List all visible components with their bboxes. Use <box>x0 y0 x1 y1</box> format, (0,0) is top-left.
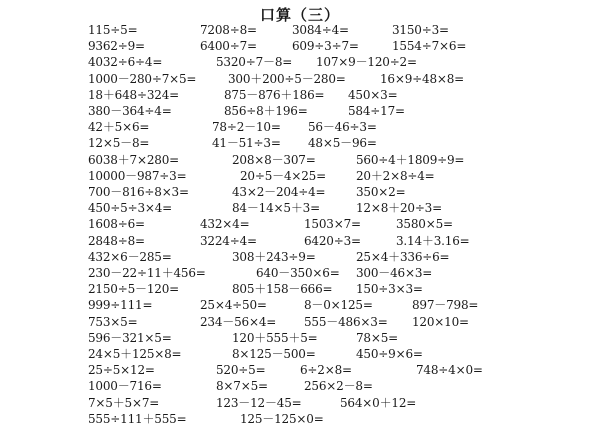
problem-row <box>0 265 600 281</box>
arithmetic-problem: 555÷111＋555= <box>88 411 187 426</box>
arithmetic-problem: 7208÷8= <box>200 23 257 37</box>
arithmetic-problem: 24×5＋125×8= <box>88 347 182 361</box>
arithmetic-problem: 6420÷3= <box>304 233 361 248</box>
arithmetic-problem: 8×7×5= <box>216 379 268 394</box>
arithmetic-problem: 12×8＋20÷3= <box>356 201 442 216</box>
arithmetic-problem: 10000－987÷3= <box>88 168 187 183</box>
arithmetic-problem: 16×9÷48×8= <box>380 71 465 86</box>
arithmetic-problem: 20÷5－4×25= <box>240 168 326 183</box>
arithmetic-problem: 609÷3÷7= <box>292 39 359 54</box>
arithmetic-problem: 120×10= <box>412 314 469 329</box>
arithmetic-problem: 1554÷7×6= <box>392 39 467 54</box>
problem-row <box>0 38 600 54</box>
arithmetic-problem: 56－46÷3= <box>308 120 377 135</box>
arithmetic-problem: 107×9－120÷2= <box>316 55 417 70</box>
arithmetic-problem: 6÷2×8= <box>300 363 352 378</box>
arithmetic-problem: 450×3= <box>348 87 398 102</box>
arithmetic-problem: 432×6－285= <box>88 249 172 264</box>
problem-row <box>0 411 600 427</box>
arithmetic-problem: 450÷9×6= <box>356 347 423 361</box>
arithmetic-problem: 897－798= <box>412 298 479 313</box>
arithmetic-problem: 208×8－307= <box>232 152 316 167</box>
arithmetic-problem: 43×2－204÷4= <box>232 185 326 199</box>
problem-row <box>0 395 600 411</box>
problem-row <box>0 362 600 378</box>
problem-row <box>0 22 600 38</box>
arithmetic-problem: 84－14×5＋3= <box>232 201 320 216</box>
arithmetic-problem: 805＋158－666= <box>232 282 333 297</box>
problem-row <box>0 200 600 216</box>
arithmetic-problem: 48×5－96= <box>308 136 377 151</box>
arithmetic-problem: 856÷8＋196= <box>224 104 308 118</box>
arithmetic-problem: 115÷5= <box>88 23 138 37</box>
arithmetic-problem: 1503×7= <box>304 217 361 232</box>
problem-row <box>0 378 600 394</box>
arithmetic-problem: 125－125×0= <box>240 411 324 426</box>
problem-row <box>0 281 600 297</box>
arithmetic-problem: 308＋243÷9= <box>232 249 316 264</box>
arithmetic-problem: 8×125－500= <box>232 347 316 361</box>
arithmetic-problem: 6038＋7×280= <box>88 152 179 167</box>
arithmetic-problem: 748÷4×0= <box>416 363 483 378</box>
problem-row <box>0 297 600 313</box>
arithmetic-problem: 450÷5÷3×4= <box>88 201 173 216</box>
problem-row <box>0 216 600 232</box>
problem-row <box>0 54 600 70</box>
arithmetic-problem: 432×4= <box>200 217 250 232</box>
arithmetic-problem: 2848÷8= <box>88 233 145 248</box>
problem-row <box>0 233 600 249</box>
arithmetic-problem: 596－321×5= <box>88 330 172 345</box>
problem-row <box>0 184 600 200</box>
arithmetic-problem: 555－486×3= <box>304 314 388 329</box>
arithmetic-problem: 18＋648÷324= <box>88 87 179 102</box>
arithmetic-problem: 640－350×6= <box>256 266 340 280</box>
arithmetic-problem: 1000－716= <box>88 379 162 394</box>
problem-row <box>0 314 600 330</box>
arithmetic-problem: 3224÷4= <box>200 233 257 248</box>
problem-row <box>0 330 600 346</box>
arithmetic-problem: 5320÷7－8= <box>216 55 293 70</box>
arithmetic-problem: 300＋200÷5－280= <box>228 71 346 86</box>
arithmetic-problem: 9362÷9= <box>88 39 145 54</box>
problem-row <box>0 168 600 184</box>
arithmetic-problem: 7×5＋5×7= <box>88 395 160 410</box>
problem-row <box>0 249 600 265</box>
problem-row <box>0 152 600 168</box>
arithmetic-problem: 230－22÷11＋456= <box>88 266 206 280</box>
arithmetic-problem: 25×4＋336÷6= <box>356 249 450 264</box>
arithmetic-problem: 25÷5×12= <box>88 363 155 378</box>
arithmetic-problem: 1000－280÷7×5= <box>88 71 197 86</box>
arithmetic-problem: 6400÷7= <box>200 39 257 54</box>
arithmetic-problem: 3150÷3= <box>392 23 449 37</box>
arithmetic-problem: 380－364÷4= <box>88 104 172 118</box>
arithmetic-problem: 78÷2－10= <box>212 120 281 135</box>
arithmetic-problem: 753×5= <box>88 314 138 329</box>
arithmetic-problem: 3084÷4= <box>292 23 349 37</box>
arithmetic-problem: 520÷5= <box>216 363 266 378</box>
arithmetic-problem: 41－51÷3= <box>212 136 281 151</box>
arithmetic-problem: 564×0＋12= <box>340 395 417 410</box>
arithmetic-problem: 875－876＋186= <box>224 87 325 102</box>
arithmetic-problem: 3580×5= <box>396 217 453 232</box>
arithmetic-problem: 2150÷5－120= <box>88 282 179 297</box>
arithmetic-problem: 20＋2×8÷4= <box>356 168 435 183</box>
problem-row <box>0 346 600 362</box>
arithmetic-problem: 150÷3×3= <box>356 282 423 297</box>
problem-row <box>0 103 600 119</box>
arithmetic-problem: 123－12－45= <box>216 395 302 410</box>
arithmetic-problem: 8－0×125= <box>304 298 373 313</box>
arithmetic-problem: 25×4÷50= <box>200 298 267 313</box>
arithmetic-problem: 584÷17= <box>348 104 405 118</box>
problem-row <box>0 135 600 151</box>
arithmetic-problem: 3.14＋3.16= <box>396 233 470 248</box>
problem-row <box>0 87 600 103</box>
arithmetic-problem: 120＋555＋5= <box>232 330 318 345</box>
arithmetic-problem: 350×2= <box>356 185 406 199</box>
arithmetic-problem: 42＋5×6= <box>88 120 150 135</box>
arithmetic-problem: 12×5－8= <box>88 136 150 151</box>
arithmetic-problem: 4032÷6÷4= <box>88 55 163 70</box>
arithmetic-problem: 560÷4＋1809÷9= <box>356 152 465 167</box>
arithmetic-problem: 700－816÷8×3= <box>88 185 189 199</box>
arithmetic-problem: 78×5= <box>356 330 399 345</box>
worksheet-title: 口算（三） <box>259 6 340 24</box>
problem-row <box>0 71 600 87</box>
arithmetic-problem: 256×2－8= <box>304 379 373 394</box>
arithmetic-problem: 1608÷6= <box>88 217 145 232</box>
problem-row <box>0 119 600 135</box>
arithmetic-problem: 234－56×4= <box>200 314 277 329</box>
arithmetic-problem: 999÷111= <box>88 298 153 313</box>
arithmetic-problem: 300－46×3= <box>356 266 433 280</box>
